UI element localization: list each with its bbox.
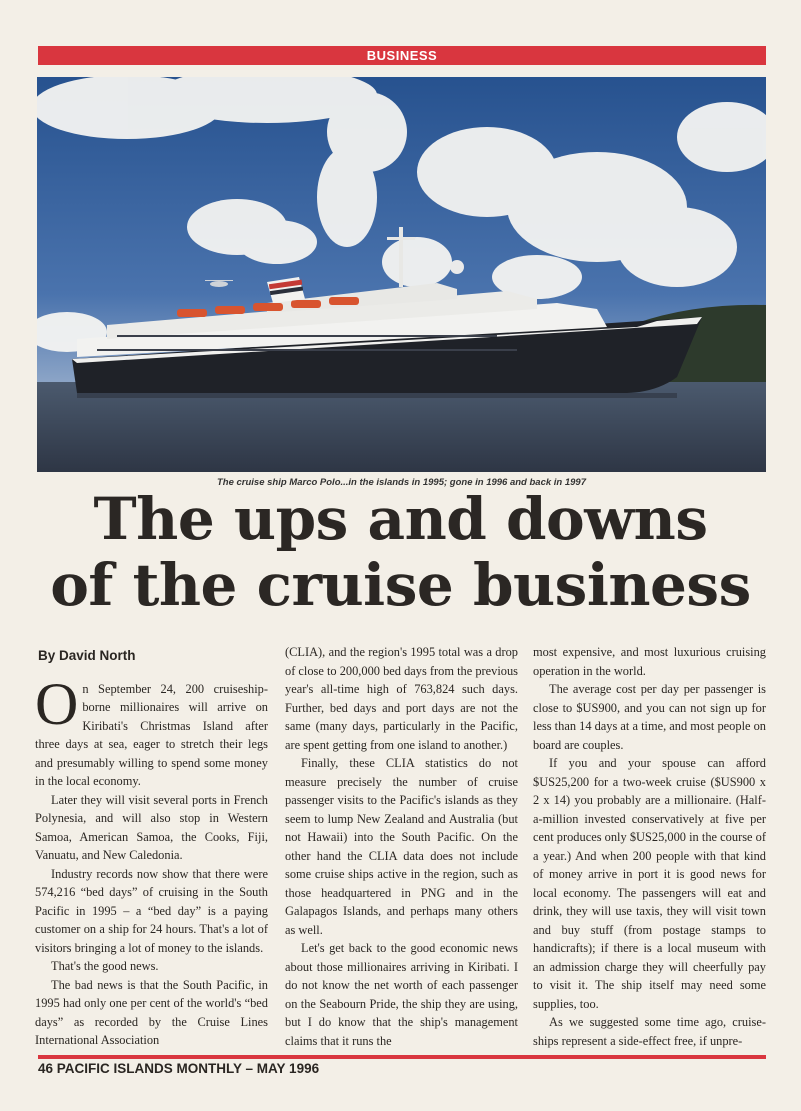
headline-line-2: of the cruise business — [50, 551, 751, 619]
section-label: BUSINESS — [366, 48, 438, 63]
article-column-2 — [285, 643, 518, 1050]
paragraph: Later they will visit several ports in French Polynesia, and will also stop in Western Samoa, American Samoa, the Cooks, Fiji, Vanuatu, and New Caledonia. — [35, 792, 268, 862]
paragraph: (CLIA), and the region's 1995 total was a drop of close to 200,000 bed days from the previous year's all-time high of 763,824 such days. Further, bed days and port days are not the same (many days, particularly in the Pacific, are spent getting from one island to another.) — [285, 645, 518, 752]
article-column-3 — [533, 643, 766, 1050]
paragraph: As we suggested some time ago, cruise-ships represent a side-effect free, if unpre- — [533, 1015, 766, 1048]
section-header-bar — [38, 46, 766, 65]
cruise-ship-photo — [37, 77, 766, 472]
paragraph: Finally, these CLIA statistics do not measure precisely the number of cruise passenger visits to the Pacific's islands as they seem to lump New Zealand and Australia (but not Hawaii) into the South Pacific. On the other hand the CLIA data does not include some cruise ships active in the region, such as those headquartered in PNG and in the Galapagos Islands, and perhaps many others as well. — [285, 756, 518, 937]
paragraph: Let's get back to the good economic news about those millionaires arriving in Kiribati. I do not know the net worth of each passenger on the Seabourn Pride, the ship they are using, but I do know that the ship's management claims that it runs the — [285, 941, 518, 1048]
byline: By David North — [38, 648, 136, 663]
paragraph: That's the good news. — [51, 959, 159, 973]
headline-line-1: The ups and downs — [93, 485, 708, 553]
drop-cap: O — [35, 670, 79, 737]
paragraph: Industry records now show that there were 574,216 “bed days” of cruising in the South Pacific in 1995 – a “bed day” is a paying customer on a ship for 24 hours. That's a lot of visitors bringing a lot of money to the islands. — [35, 866, 268, 955]
headline — [20, 486, 781, 618]
footer-rule — [38, 1055, 766, 1059]
paragraph: The average cost per day per passenger is close to $US900, and you can not sign up for less than 14 days at a time, and most people on board are couples. — [533, 682, 766, 752]
article-column-1 — [35, 643, 268, 1050]
paragraph: most expensive, and most luxurious cruising operation in the world. — [533, 645, 766, 678]
paragraph: The bad news is that the South Pacific, in 1995 had only one per cent of the world's “bed days” as recorded by the Cruise Lines International Association — [35, 977, 268, 1047]
page-footer: 46 PACIFIC ISLANDS MONTHLY – MAY 1996 — [38, 1061, 320, 1076]
paragraph-text: n September 24, 200 cruiseship-borne millionaires will arrive on Kiribati's Christmas Island after three days at sea, eager to stretch their legs and presumably willing to spend some money in the local economy. — [35, 681, 268, 788]
photo-caption: The cruise ship Marco Polo...in the islands in 1995; gone in 1996 and back in 1997 — [216, 477, 587, 488]
paragraph: If you and your spouse can afford $US25,200 for a two-week cruise ($US900 x 2 x 14) you probably are a millionaire. (Half-a-million invested conservatively at five per cent produces only $US25,000 in the course of a year.) And when 200 people with that kind of money arrive in port it is good news for local economy. The passengers will eat and drink, they will use taxis, they will visit town and buy stuff (from postage stamps to handicrafts); if there is a local museum with an admission charge they will cheerfully pay to visit it. The ship itself may need some supplies, too. — [533, 756, 766, 1011]
paragraph — [35, 670, 268, 791]
